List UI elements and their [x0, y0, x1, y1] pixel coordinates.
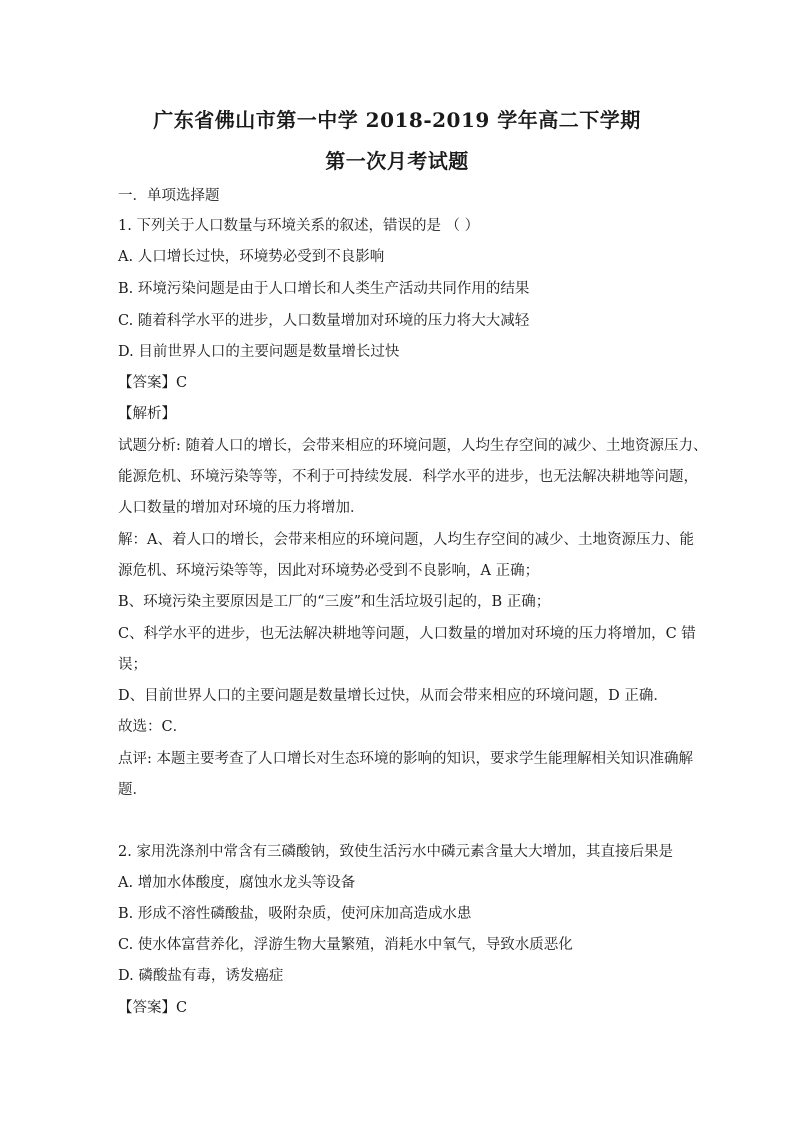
document-title: 广东省佛山市第一中学 2018-2019 学年高二下学期 — [153, 108, 641, 132]
section-heading: 一．单项选择题 — [118, 188, 220, 204]
question-2-option-a: A. 增加水体酸度，腐蚀水龙头等设备 — [118, 875, 356, 891]
analysis-line: 人口数量的增加对环境的压力将增加． — [118, 500, 365, 516]
question-1-option-d: D. 目前世界人口的主要问题是数量增长过快 — [118, 344, 400, 360]
analysis-line: 解：A、着人口的增长，会带来相应的环境问题，人均生存空间的减少、土地资源压力、能 — [118, 532, 694, 548]
question-1-option-a: A. 人口增长过快，环境势必受到不良影响 — [118, 249, 385, 265]
question-1-option-c: C. 随着科学水平的进步，人口数量增加对环境的压力将大大减轻 — [118, 313, 530, 329]
analysis-line: 源危机、环境污染等等，因此对环境势必受到不良影响，A 正确； — [118, 563, 540, 579]
analysis-line: 试题分析: 随着人口的增长，会带来相应的环境问题，人均生存空间的减少、土地资源压力、 — [118, 438, 708, 454]
document-subtitle: 第一次月考试题 — [325, 149, 469, 173]
analysis-line: 点评: 本题主要考查了人口增长对生态环境的影响的知识，要求学生能理解相关知识准确解 — [118, 751, 693, 767]
analysis-line: C、科学水平的进步，也无法解决耕地等问题，人口数量的增加对环境的压力将增加，C 错 — [118, 626, 696, 642]
question-1-stem: 1. 下列关于人口数量与环境关系的叙述，错误的是 （ ） — [118, 218, 480, 234]
analysis-line: 故选：C． — [118, 719, 188, 735]
question-1-option-b: B. 环境污染问题是由于人口增长和人类生产活动共同作用的结果 — [118, 281, 530, 297]
analysis-line: 误； — [118, 657, 147, 673]
question-2-answer: 【答案】C — [118, 1000, 188, 1016]
question-2-option-d: D. 磷酸盐有毒，诱发癌症 — [118, 968, 284, 984]
analysis-line: B、环境污染主要原因是工厂的“三废”和生活垃圾引起的，B 正确； — [118, 594, 551, 610]
analysis-line: D、目前世界人口的主要问题是数量增长过快，从而会带来相应的环境问题，D 正确． — [118, 688, 668, 704]
question-1-analysis-label: 【解析】 — [118, 406, 176, 422]
question-2-stem: 2. 家用洗涤剂中常含有三磷酸钠，致使生活污水中磷元素含量大大增加，其直接后果是 — [118, 844, 673, 860]
question-2-option-b: B. 形成不溶性磷酸盐，吸附杂质，使河床加高造成水患 — [118, 906, 472, 922]
analysis-line: 能源危机、环境污染等等，不利于可持续发展．科学水平的进步，也无法解决耕地等问题， — [118, 469, 698, 485]
question-2-option-c: C. 使水体富营养化，浮游生物大量繁殖，消耗水中氧气，导致水质恶化 — [118, 937, 573, 953]
question-1-answer: 【答案】C — [118, 375, 188, 391]
analysis-line: 题． — [118, 782, 147, 798]
